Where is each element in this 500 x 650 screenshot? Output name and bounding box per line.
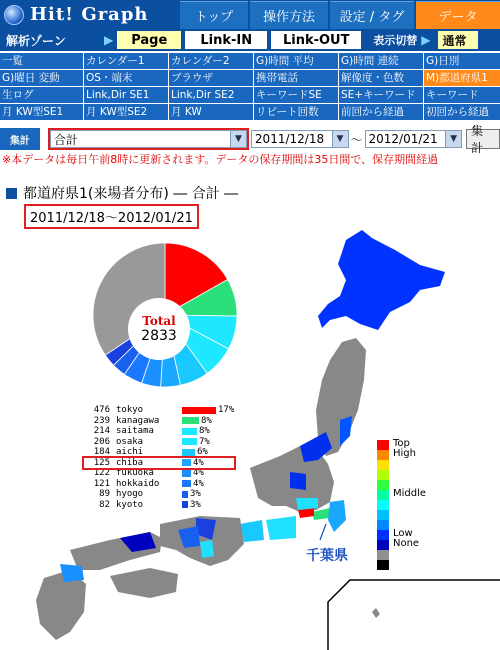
ranking-prefecture: hokkaido xyxy=(116,478,160,489)
ranking-prefecture: hyogo xyxy=(116,489,144,500)
menu-item[interactable]: G)日別 xyxy=(424,53,500,69)
menu-item[interactable]: 月 KW型SE2 xyxy=(84,104,168,120)
toggle-label: 表示切替 xyxy=(373,34,418,47)
title-square-icon xyxy=(6,188,17,199)
target-select[interactable] xyxy=(50,130,247,148)
chevron-down-icon[interactable]: ▼ xyxy=(230,131,246,147)
ranking-count: 122 xyxy=(93,468,110,479)
logo[interactable] xyxy=(0,0,180,29)
ranking-prefecture: kanagawa xyxy=(116,415,160,426)
ranking-bar xyxy=(182,501,188,508)
ranking-count: 476 xyxy=(93,405,110,416)
map-shizuoka xyxy=(266,516,296,540)
ranking-count: 214 xyxy=(93,426,110,437)
menu-item[interactable]: G)時間 連続 xyxy=(339,53,423,69)
legend-swatch xyxy=(377,470,389,480)
ranking-percent: 4% xyxy=(193,468,204,479)
map-okinawa xyxy=(372,608,380,618)
ranking-percent: 4% xyxy=(193,457,204,468)
legend-low-label: Low xyxy=(393,528,413,539)
tab-manual[interactable]: 操作方法 xyxy=(250,1,328,29)
zone-link-out-button[interactable]: Link-OUT xyxy=(271,31,361,49)
ranking-percent: 8% xyxy=(201,415,212,426)
app-header xyxy=(0,0,500,29)
top-nav xyxy=(180,0,500,29)
ranking-bar xyxy=(182,449,195,456)
report-title: 都道府県1(来場者分布) ― 合計 ― xyxy=(23,186,239,202)
zone-label: 解析ゾーン xyxy=(6,33,66,48)
menu-item[interactable]: 携帯電話 xyxy=(254,70,338,86)
play-arrow-icon: ▶ xyxy=(104,33,114,47)
menu-item[interactable]: G)時間 平均 xyxy=(254,53,338,69)
ranking-prefecture: fukuoka xyxy=(116,468,154,479)
tab-top[interactable]: トップ xyxy=(180,1,248,29)
ranking-count: 121 xyxy=(93,478,110,489)
map-fukuoka xyxy=(60,564,84,582)
map-osaka xyxy=(200,540,214,558)
ranking-bar xyxy=(182,491,188,498)
color-legend xyxy=(377,438,427,570)
toggle-normal-button[interactable]: 通常 xyxy=(438,31,478,49)
ranking-bar xyxy=(182,428,197,435)
map-chiba xyxy=(328,500,346,532)
menu-item[interactable]: ブラウザ xyxy=(169,70,253,86)
ranking-percent: 7% xyxy=(199,436,210,447)
map-shikoku xyxy=(110,568,178,598)
menu-item[interactable]: Link,Dir SE2 xyxy=(169,87,253,103)
menu-item[interactable]: キーワード xyxy=(424,87,500,103)
page-title xyxy=(6,183,238,203)
legend-swatch xyxy=(377,510,389,520)
submit-button[interactable]: 集計 xyxy=(466,129,500,149)
tab-data[interactable]: データ xyxy=(416,1,500,29)
menu-item[interactable]: 月 KW型SE1 xyxy=(0,104,83,120)
menu-item[interactable]: 生ログ xyxy=(0,87,83,103)
menu-item[interactable]: 解像度・色数 xyxy=(339,70,423,86)
report-menu-grid xyxy=(0,53,500,120)
notice-text: ※本データは毎日午前8時に更新されます。データの保存期間は35日間で、保存期間経過 xyxy=(2,153,439,166)
end-date-select[interactable] xyxy=(365,130,463,148)
report-date-range: 2011/12/18～2012/01/21 xyxy=(24,204,199,229)
menu-item[interactable]: G)曜日 変動 xyxy=(0,70,83,86)
menu-item[interactable]: SE+キーワード xyxy=(339,87,423,103)
legend-swatch xyxy=(377,480,389,490)
ranking-row-kanagawa xyxy=(84,416,234,427)
pie-total xyxy=(128,298,190,360)
ranking-bar xyxy=(182,417,199,424)
menu-item[interactable]: Link,Dir SE1 xyxy=(84,87,168,103)
start-date-select[interactable] xyxy=(251,130,349,148)
legend-swatch xyxy=(377,540,389,550)
tab-settings[interactable]: 設定 / タグ xyxy=(330,1,414,29)
map-niigata xyxy=(300,432,332,462)
ranking-count: 82 xyxy=(99,499,110,510)
ranking-row-osaka xyxy=(84,437,234,448)
zone-link-in-button[interactable]: Link-IN xyxy=(185,31,267,49)
play-arrow-icon: ▶ xyxy=(421,33,431,47)
legend-swatch xyxy=(377,440,389,450)
menu-item[interactable]: カレンダー2 xyxy=(169,53,253,69)
ranking-row-saitama xyxy=(84,426,234,437)
ranking-percent: 17% xyxy=(218,405,235,416)
menu-item[interactable]: OS・端末 xyxy=(84,70,168,86)
total-label: Total xyxy=(142,314,176,328)
menu-item[interactable]: 月 KW xyxy=(169,104,253,120)
ranking-count: 206 xyxy=(93,436,110,447)
map-nagano xyxy=(290,472,306,490)
legend-swatch xyxy=(377,530,389,540)
menu-item-prefecture-active[interactable]: M)都道府県1 xyxy=(424,70,500,86)
japan-map xyxy=(0,220,500,650)
legend-swatch xyxy=(377,490,389,500)
legend-middle-label: Middle xyxy=(393,488,427,499)
ranking-prefecture: chiba xyxy=(116,457,144,468)
ranking-bar xyxy=(182,459,191,466)
logo-globe-icon xyxy=(4,5,24,25)
ranking-percent: 8% xyxy=(199,426,210,437)
legend-swatch xyxy=(377,520,389,530)
ranking-count: 89 xyxy=(99,489,110,500)
ranking-percent: 4% xyxy=(193,478,204,489)
ranking-row-aichi xyxy=(84,447,234,458)
date-separator: ～ xyxy=(350,132,363,147)
legend-high-label: High xyxy=(393,448,416,459)
ranking-row-hokkaido xyxy=(84,479,234,490)
map-hokkaido xyxy=(318,230,445,330)
ranking-percent: 3% xyxy=(190,499,201,510)
ranking-bar xyxy=(182,470,191,477)
legend-swatch xyxy=(377,550,389,560)
ranking-prefecture: tokyo xyxy=(116,405,144,416)
ranking-prefecture: aichi xyxy=(116,447,144,458)
ranking-prefecture: kyoto xyxy=(116,499,144,510)
ranking-count: 239 xyxy=(93,415,110,426)
menu-item[interactable]: 前回から経過 xyxy=(339,104,423,120)
map-callout-chiba: 千葉県 xyxy=(306,548,348,564)
logo-text: Hit! Graph xyxy=(30,4,149,25)
total-value: 2833 xyxy=(141,328,177,344)
ranking-percent: 6% xyxy=(197,447,208,458)
legend-swatch xyxy=(377,460,389,470)
menu-item[interactable]: リピート回数 xyxy=(254,104,338,120)
map-inset-border xyxy=(328,580,500,650)
ranking-prefecture: saitama xyxy=(116,426,154,437)
end-date-value: 2012/01/21 xyxy=(368,132,438,146)
target-select-value: 合計 xyxy=(53,132,78,147)
legend-swatch xyxy=(377,500,389,510)
ranking-count: 125 xyxy=(93,457,110,468)
ranking-bar xyxy=(182,407,216,414)
menu-item[interactable]: 初回から経過 xyxy=(424,104,500,120)
map-saitama xyxy=(296,498,318,510)
map-pointer xyxy=(320,524,326,540)
zone-page-button[interactable]: Page xyxy=(117,31,181,49)
ranking-count: 184 xyxy=(93,447,110,458)
legend-swatch xyxy=(377,450,389,460)
start-date-value: 2011/12/18 xyxy=(254,132,325,146)
legend-swatch xyxy=(377,560,389,570)
map-miyagi xyxy=(340,416,352,446)
ranking-row-hyogo xyxy=(84,489,234,500)
ranking-bar xyxy=(182,480,191,487)
filter-label: 集計 xyxy=(0,128,40,150)
ranking-row-tokyo xyxy=(84,405,234,416)
chevron-down-icon[interactable]: ▼ xyxy=(332,131,348,147)
menu-item[interactable]: 一覧 xyxy=(0,53,83,69)
menu-item[interactable]: カレンダー1 xyxy=(84,53,168,69)
ranking-percent: 3% xyxy=(190,489,201,500)
legend-top-label: Top xyxy=(393,438,410,449)
ranking-row-kyoto xyxy=(84,500,234,511)
menu-item[interactable]: キーワードSE xyxy=(254,87,338,103)
ranking-list xyxy=(84,405,234,510)
ranking-row-fukuoka xyxy=(84,468,234,479)
ranking-row-chiba xyxy=(84,458,234,469)
map-aichi xyxy=(240,520,264,542)
zone-bar xyxy=(0,29,500,51)
ranking-bar xyxy=(182,438,197,445)
chevron-down-icon[interactable]: ▼ xyxy=(445,131,461,147)
filter-row xyxy=(0,124,500,155)
legend-none-label: None xyxy=(393,538,420,549)
ranking-prefecture: osaka xyxy=(116,436,144,447)
